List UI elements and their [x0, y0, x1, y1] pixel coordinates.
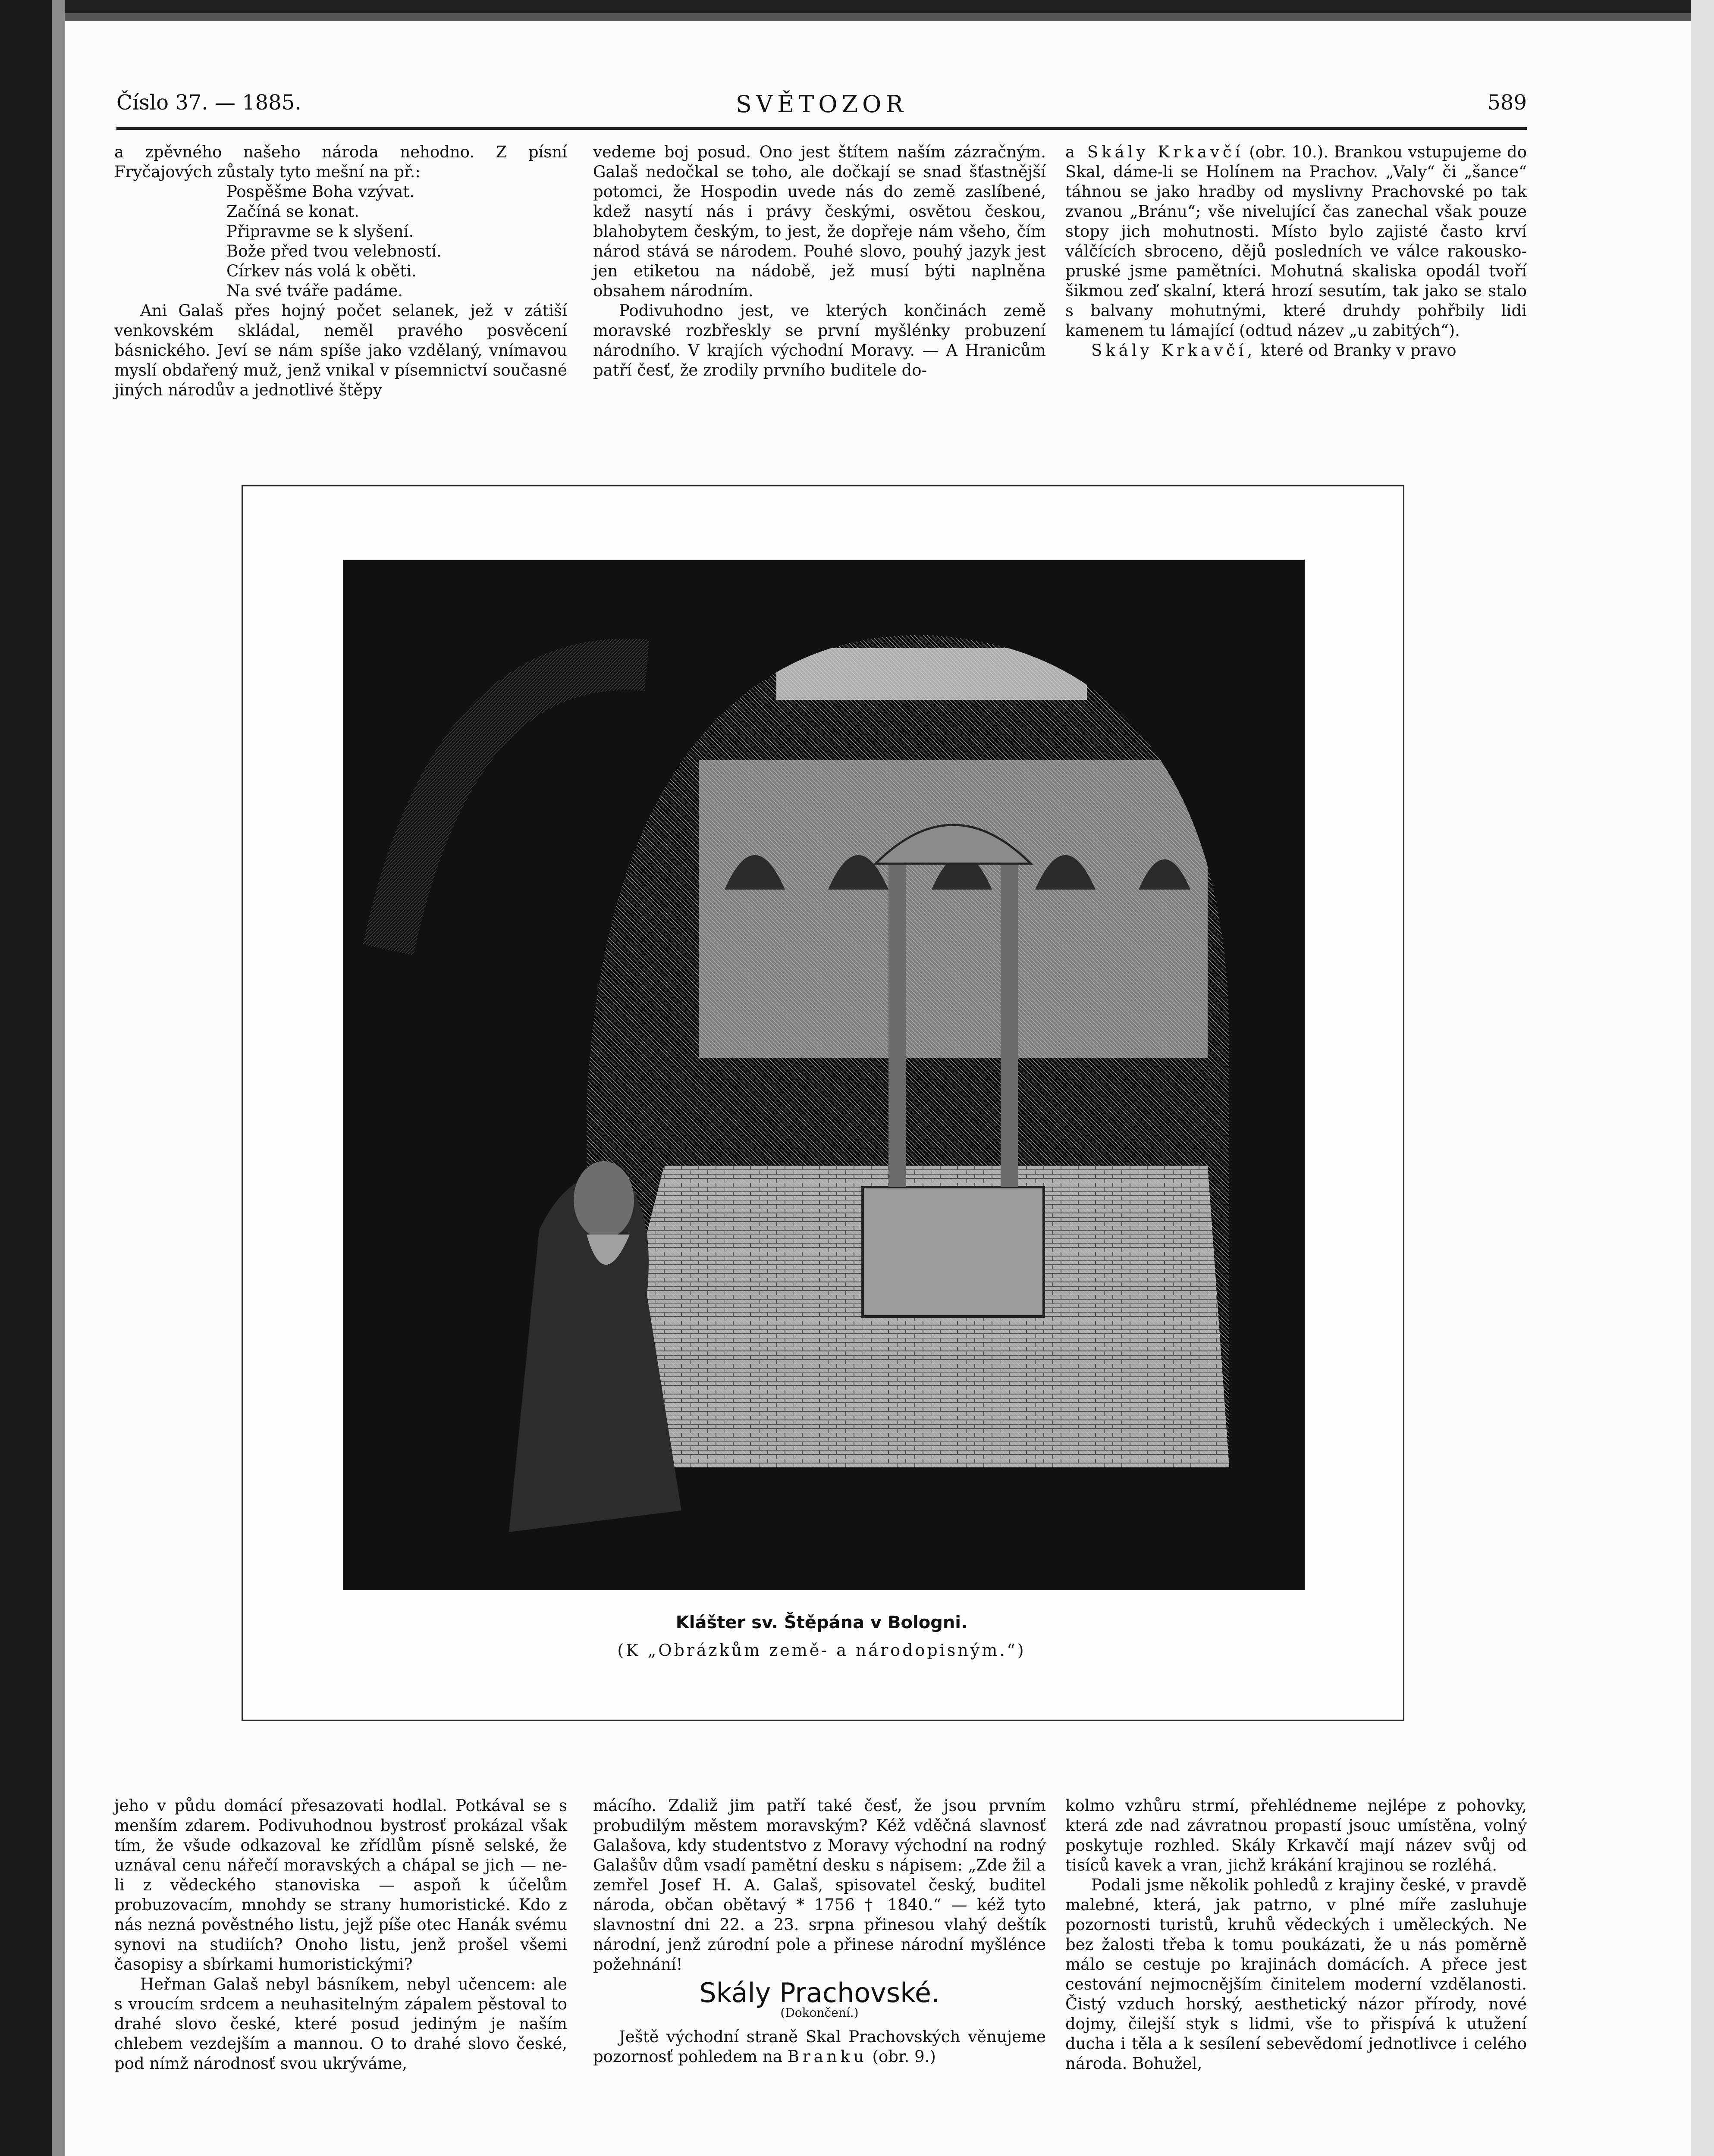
- paragraph-text: (obr. 9.): [872, 2047, 936, 2066]
- bottom-column-3: [1065, 1796, 1527, 2074]
- paragraph: a zpěvného našeho národa nehodno. Z písní Fryčajových zůstaly tyto mešní na př.:: [114, 143, 567, 181]
- poem-line: Pospěšme Boha vzývat.: [226, 182, 414, 201]
- scan-border-top-shadow: [0, 13, 1714, 21]
- paragraph: mácího. Zdaliž jim patří také česť, že jsou prvním probudilým městem moravským? Kéž vděčná slavnosť Galašova, kdy studentstvo z Moravy východní na rodný Galašův dům vsadí pamětní desku s nápisem: „Zde žil a zemřel Josef H. A. Galaš, spisovatel český, buditel národa, občan obětavý * 1756 † 1840.“ — kéž tyto slavnostní dni 22. a 23. srpna přinesou vlahý deštík národní, jenž zúrodní pole a přinese národní myšlénce požehnání!: [593, 1796, 1046, 1974]
- poem-line: Připravme se k slyšení.: [226, 222, 414, 241]
- page-gutter-shadow: [52, 0, 65, 2156]
- spaced-name: Branku: [787, 2047, 867, 2066]
- section-subtitle: (Dokončení.): [780, 2006, 859, 2020]
- scan-border-right: [1691, 0, 1714, 2156]
- poem-line: Na své tváře padáme.: [226, 282, 403, 300]
- paragraph: Podivuhodno jest, ve kterých končinách země moravské rozbřeskly se první myšlénky probuzení národního. V krajích východní Moravy. — A Hranicům patří česť, že zrodily prvního buditele do-: [593, 301, 1046, 379]
- spaced-name: a Skály Krkavčí: [1065, 143, 1244, 161]
- paragraph-text: které od Branky v pravo: [1261, 341, 1457, 360]
- poem-line: Začíná se konat.: [226, 202, 359, 221]
- page-header: [116, 91, 1527, 125]
- figure-subcaption: (K „Obrázkům země- a národopisným.“): [617, 1641, 1026, 1660]
- paragraph: kolmo vzhůru strmí, přehlédneme nejlépe z pohovky, která zde nad závratnou propastí jsouc umístěna, volný poskytuje rozhled. Skály Krkavčí mají název svůj od tisíců kavek a vran, jichž krákání krajinou se rozléhá.: [1065, 1796, 1527, 1874]
- page-number: 589: [1487, 91, 1527, 115]
- bottom-column-1: [114, 1796, 567, 2074]
- figure-caption: Klášter sv. Štěpána v Bologni.: [675, 1613, 968, 1633]
- top-column-3: [1065, 142, 1527, 360]
- paragraph: Podali jsme několik pohledů z krajiny české, v pravdě malebné, která, jak patrno, v plné míře zasluhuje pozornosti turistů, kruhů vědeckých i uměleckých. Ne bez žalosti třeba k tomu poukázati, že u nás poměrně málo se cestuje po krajinách domácích. A přece jest cestování nejmocnějším činitelem moderní vzdělanosti. Čistý vzduch horský, aesthetický názor přírody, nové dojmy, čilejší styk s lidmi, vše to přispívá k utužení ducha i těla a k sesílení sebevědomí jednotlivce i celého národa. Bohužel,: [1065, 1876, 1527, 2073]
- paragraph-text: (obr. 10.). Brankou vstupujeme do Skal, dáme-li se Holínem na Prachov. „Valy“ či „šance“ táhnou se jako hradby od myslivny Prachovské po tak zvanou „Bránu“; vše nivelující čas zanechal však pouze stopy jich mohutnosti. Místo bylo zajisté často krví válčících sbroceno, dějů posledních ve válce rakousko-pruské jsme pamětníci. Mohutná skaliska opodál tvoří šikmou zeď skalní, která hrozí sesutím, tak jako se stalo s balvany mohutnými, které druhdy pohřbily lidi kamenem tu lámající (odtud název „u zabitých“).: [1065, 143, 1527, 340]
- issue-number: Číslo 37. — 1885.: [116, 91, 301, 115]
- section-title: Skály Prachovské.: [699, 1977, 940, 2009]
- paragraph: Ani Galaš přes hojný počet selanek, jež v zátiší venkovském skládal, neměl pravého posvěcení básnického. Jeví se nám spíše jako vzdělaný, vnímavou myslí obdařený muž, jenž vnikal v písemnictví současné jiných národův a jednotlivé štěpy: [114, 301, 567, 399]
- top-column-1: [114, 142, 567, 400]
- scan-border-top: [0, 0, 1714, 13]
- top-column-2: [593, 142, 1046, 380]
- bottom-column-2: [593, 1796, 1046, 2067]
- paragraph: [1065, 142, 1527, 341]
- paragraph: jeho v půdu domácí přesazovati hodlal. Potkával se s menším zdarem. Podivuhodnou bystrosť prokázal však tím, že všude odkazoval ke zřídlům písně selské, že uznával cenu nářečí moravských a chápal se jich — ne-li z vědeckého stanoviska — aspoň k účelům probuzovacím, mnohdy se strany humoristické. Kdo z nás nezná pověstného listu, jejž píše otec Hanák svému synovi na studiích? Onoho listu, jenž prošel všemi časopisy a sbírkami humoristickými?: [114, 1796, 567, 1974]
- paragraph: Heřman Galaš nebyl básníkem, nebyl učencem: ale s vroucím srdcem a neuhasitelným zápalem pěstoval to drahé slovo české, které posud jediným je naším chlebem vezdejším a mannou. O to drahé slovo české, pod nímž národnosť svou ukrýváme,: [114, 1975, 567, 2073]
- magazine-title: SVĚTOZOR: [735, 91, 908, 118]
- spaced-name: Skály Krkavčí,: [1091, 341, 1256, 360]
- header-rule: [116, 127, 1527, 130]
- paragraph-text: Ještě východní straně Skal Prachovských věnujeme pozornosť pohledem na: [593, 2028, 1046, 2066]
- paragraph: [593, 2027, 1046, 2067]
- poem-line: Církev nás volá k oběti.: [226, 262, 417, 280]
- paragraph: vedeme boj posud. Ono jest štítem naším zázračným. Galaš nedočkal se toho, ale dočkají se snad šťastnější potomci, že Hospodin uvede nás do země zaslíbené, kdež nasytí nás i právy českými, osvětou českou, blahobytem českým, to jest, že dopřeje nám všeho, čím národ stává se národem. Pouhé slovo, pouhý jazyk jest jen etiketou na nádobě, jež musí býti naplněna obsahem národním.: [593, 143, 1046, 300]
- poem-quote: [226, 182, 567, 301]
- book-spine-edge: [0, 0, 52, 2156]
- cloister-engraving: [345, 562, 1303, 1588]
- engraving-illustration: [343, 560, 1305, 1590]
- poem-line: Bože před tvou velebností.: [226, 242, 442, 260]
- paragraph: [1065, 341, 1527, 360]
